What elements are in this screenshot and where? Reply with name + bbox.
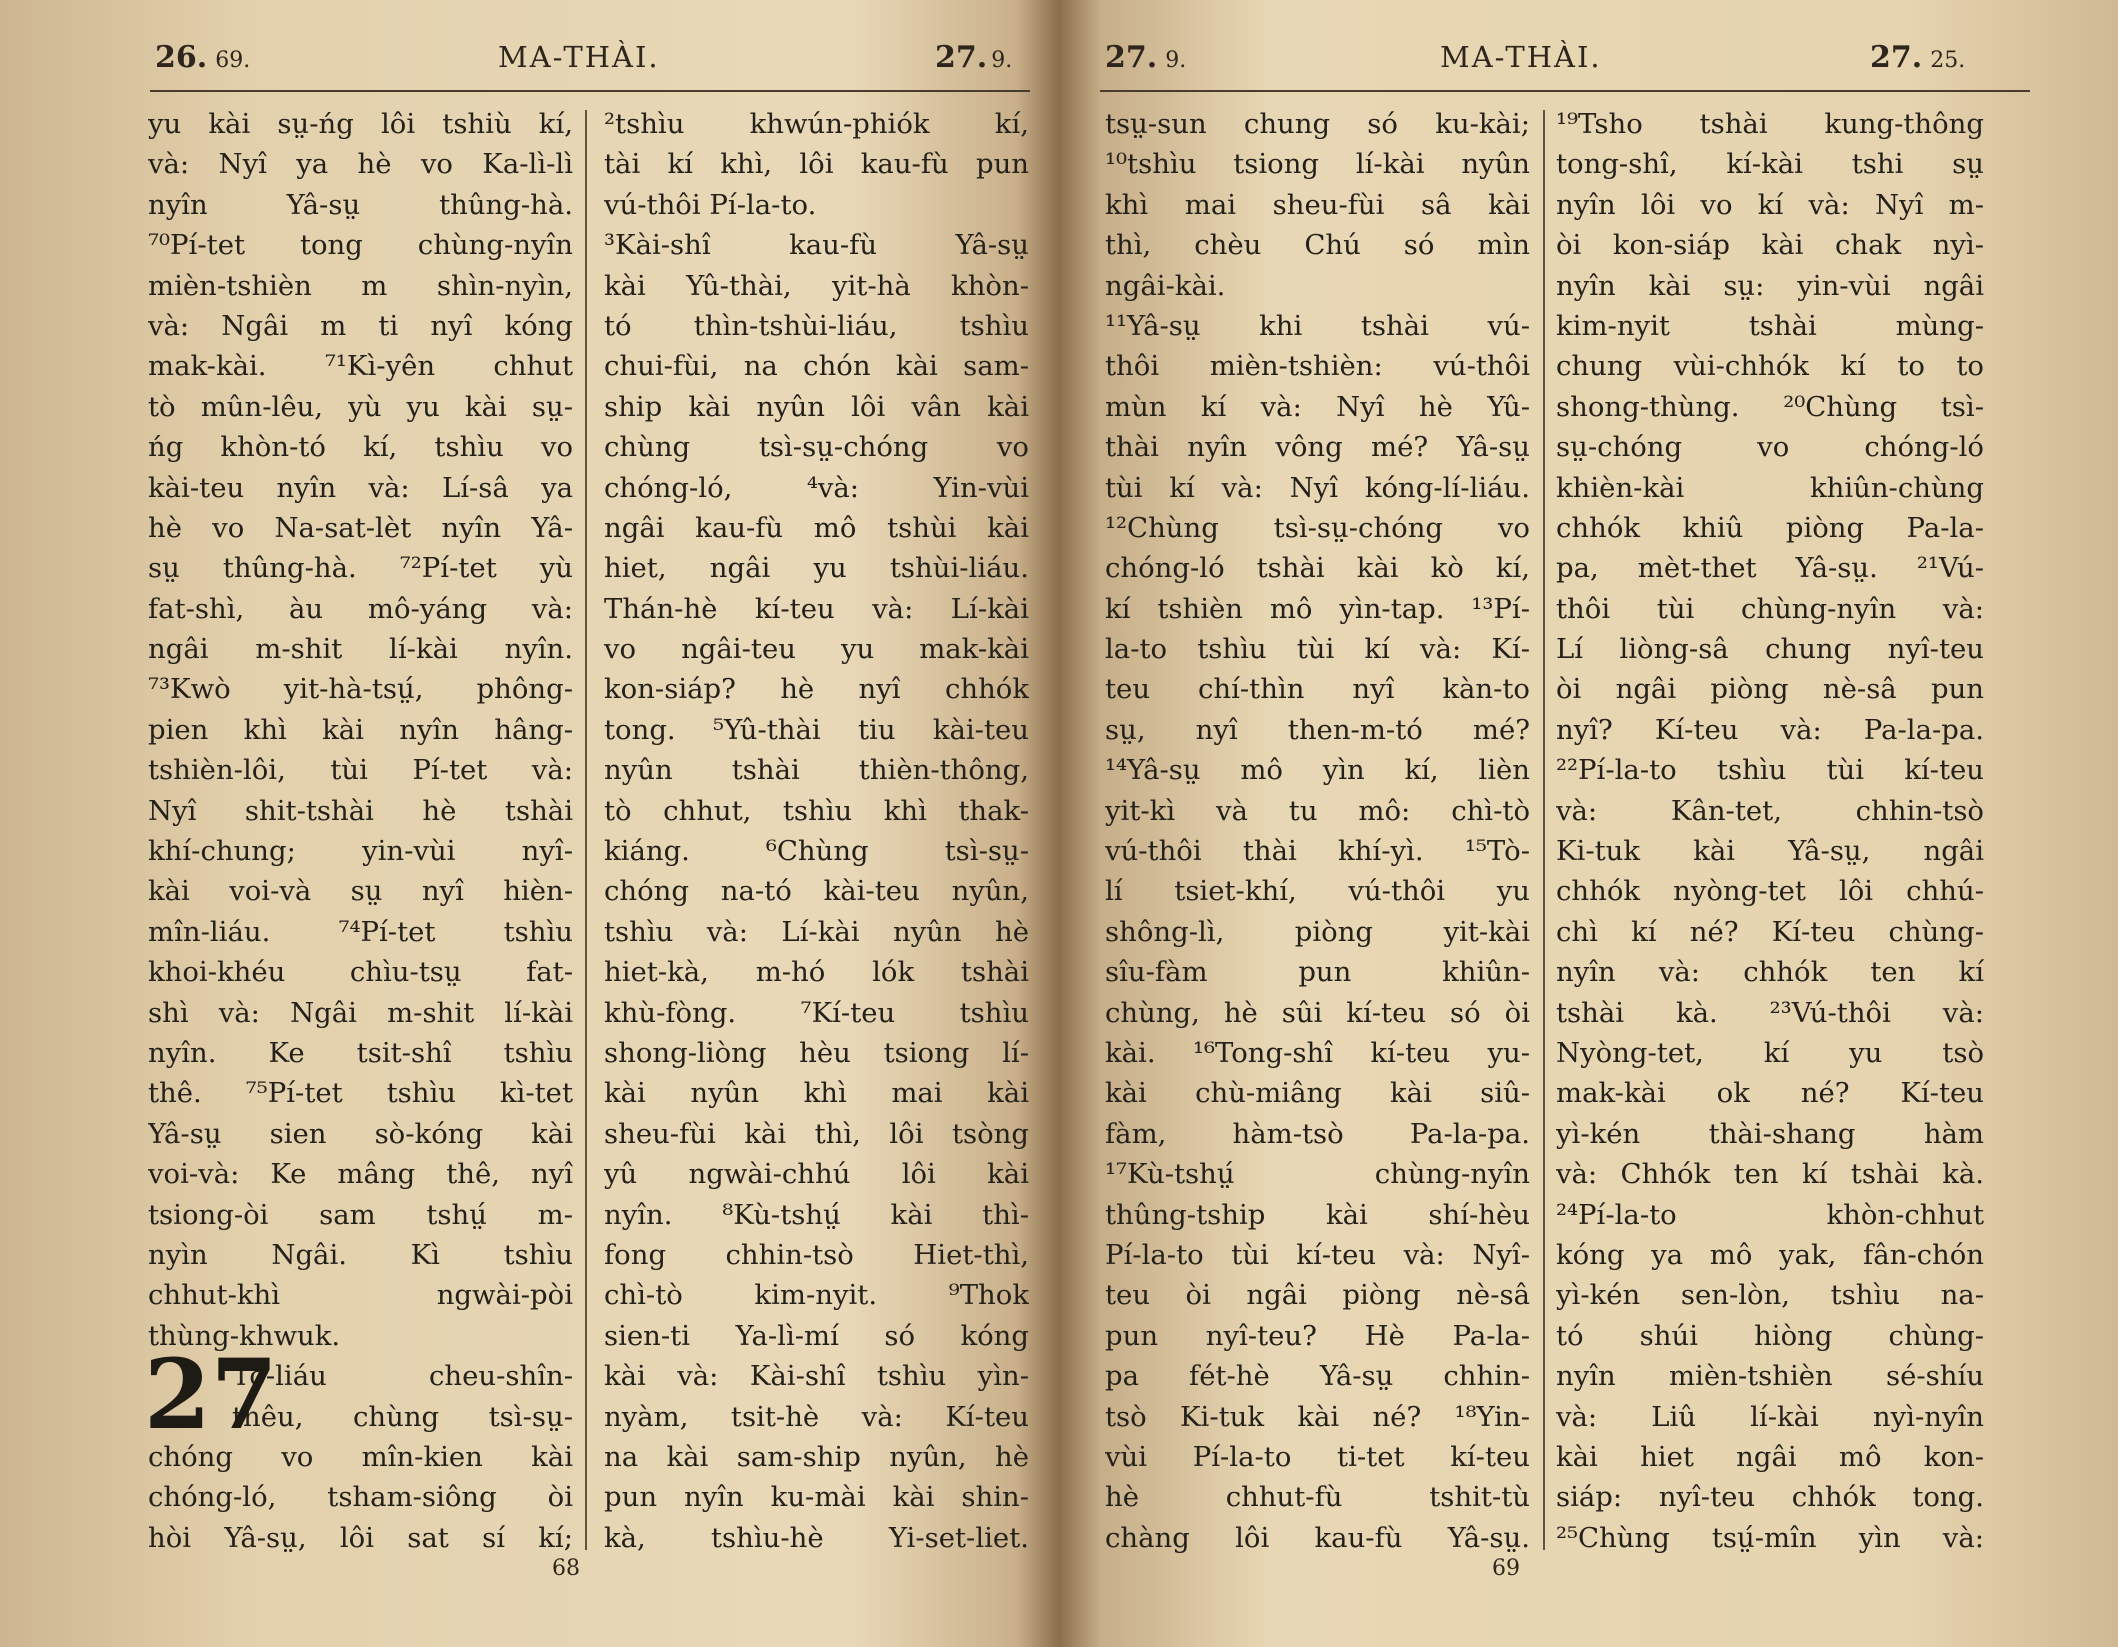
text-line: thì, chèu Chú só mìn xyxy=(1105,229,1530,262)
text-line: chùng tsì-sṳ-chóng vo xyxy=(604,431,1029,464)
text-line: tong-shî, kí-kài tshi sṳ xyxy=(1556,148,1984,181)
text-line: chì kí né? Kí-teu chùng- xyxy=(1556,915,1984,948)
text-line: chùng, hè sûi kí-teu só òi xyxy=(1105,996,1530,1029)
page-number: 68 xyxy=(552,1556,580,1581)
text-line: lí tsiet-khí, vú-thôi yu xyxy=(1105,875,1530,908)
text-line: nyàm, tsit-hè và: Kí-teu xyxy=(604,1400,1029,1433)
text-line: ²tshìu khwún-phiók kí, xyxy=(604,108,1029,140)
text-line: shì và: Ngâi m-shit lí-kài xyxy=(148,996,573,1029)
text-line: voi-và: Ke mâng thê, nyî xyxy=(148,1158,573,1191)
text-line: tài kí khì, lôi kau-fù pun xyxy=(604,148,1029,181)
text-line: tsò Ki-tuk kài né? ¹⁸Yin- xyxy=(1105,1400,1530,1433)
header-chapter-number: 26. xyxy=(155,40,208,75)
text-line: chóng vo mîn-kien kài xyxy=(148,1440,573,1473)
text-line: chung vùi-chhók kí to to xyxy=(1556,350,1984,383)
text-line: sien-ti Ya-lì-mí só kóng xyxy=(604,1319,1029,1352)
text-line: chhók nyòng-tet lôi chhú- xyxy=(1556,875,1984,908)
text-line: tshièn-lôi, tùi Pí-tet và: xyxy=(148,754,573,787)
text-line: tùi kí và: Nyî kóng-lí-liáu. xyxy=(1105,471,1530,504)
text-line: khù-fòng. ⁷Kí-teu tshìu xyxy=(604,996,1029,1029)
text-line: và: Kân-tet, chhin-tsò xyxy=(1556,794,1984,827)
page-title: MA-THÀI. xyxy=(498,40,660,74)
text-line: sheu-fùi kài thì, lôi tsòng xyxy=(604,1117,1029,1150)
text-line: kon-siáp? hè nyî chhók xyxy=(604,673,1029,706)
text-column-1 xyxy=(144,104,573,1558)
text-line: chóng na-tó kài-teu nyûn, xyxy=(604,875,1029,908)
text-line: Yâ-sṳ sien sò-kóng kài xyxy=(148,1117,573,1150)
text-line: pun nyî-teu? Hè Pa-la- xyxy=(1105,1319,1530,1352)
page-number: 69 xyxy=(1492,1556,1520,1581)
text-line: ńg khòn-tó kí, tshìu vo xyxy=(148,431,573,464)
text-line: thôi tùi chùng-nyîn và: xyxy=(1556,592,1984,625)
text-line: ⁷³Kwò yit-hà-tsṳ́, phông- xyxy=(148,673,573,706)
text-line: pun nyîn ku-mài kài shin- xyxy=(604,1481,1029,1514)
chapter-number: 27 xyxy=(144,1338,278,1452)
text-line: ³Kài-shî kau-fù Yâ-sṳ xyxy=(604,229,1029,262)
text-line: sṳ thûng-hà. ⁷²Pí-tet yù xyxy=(148,552,573,585)
text-line: yu kài sṳ-ńg lôi tshiù kí, xyxy=(148,108,573,140)
text-line: vùi Pí-la-to ti-tet kí-teu xyxy=(1105,1440,1530,1473)
text-line: kài hiet ngâi mô kon- xyxy=(1556,1440,1984,1473)
text-line: sṳ, nyî then-m-tó mé? xyxy=(1105,713,1530,746)
text-line: sṳ-chóng vo chóng-ló xyxy=(1556,431,1984,464)
text-line: chóng-ló, ⁴và: Yin-vùi xyxy=(604,471,1029,504)
header-verse-number: 25. xyxy=(1930,48,1966,73)
text-line: ¹⁹Tsho tshài kung-thông xyxy=(1556,108,1984,140)
text-line: teu òi ngâi piòng nè-sâ xyxy=(1105,1279,1530,1312)
header-chapter-verse-end xyxy=(1870,40,1965,75)
text-column-1 xyxy=(1105,104,1530,1558)
text-line: chhók khiû piòng Pa-la- xyxy=(1556,511,1984,544)
text-line: tò mûn-lêu, yù yu kài sṳ- xyxy=(148,390,573,423)
text-line: nyîn lôi vo kí và: Nyî m- xyxy=(1556,188,1984,221)
text-line: mak-kài. ⁷¹Kì-yên chhut xyxy=(148,350,573,383)
text-line: nyîn Yâ-sṳ thûng-hà. xyxy=(148,188,573,221)
text-line: kài-teu nyîn và: Lí-sâ ya xyxy=(148,471,573,504)
text-line: tó shúi hiòng chùng- xyxy=(1556,1319,1984,1352)
text-line: Pí-la-to tùi kí-teu và: Nyî- xyxy=(1105,1238,1530,1271)
text-line: kài voi-và sṳ nyî hièn- xyxy=(148,875,573,908)
text-line: thêu, chùng tsì-sṳ- xyxy=(232,1400,573,1433)
text-line: mùn kí và: Nyî hè Yû- xyxy=(1105,390,1530,423)
text-line: kài và: Kài-shî tshìu yìn- xyxy=(604,1360,1029,1393)
text-line: khì mai sheu-fùi sâ kài xyxy=(1105,188,1530,221)
text-line: ngâi-kài. xyxy=(1105,269,1226,302)
text-line: yì-kén thài-shang hàm xyxy=(1556,1117,1984,1150)
text-line: pien khì kài nyîn hâng- xyxy=(148,713,573,746)
text-line: kà, tshìu-hè Yi-set-liet. xyxy=(604,1521,1029,1554)
text-line: nyî? Kí-teu và: Pa-la-pa. xyxy=(1556,713,1984,746)
text-line: Nyî shit-tshài hè tshài xyxy=(148,794,573,827)
text-line: và: Ngâi m ti nyî kóng xyxy=(148,309,573,342)
running-head-left xyxy=(0,40,1050,80)
text-line: kim-nyit tshài mùng- xyxy=(1556,309,1984,342)
text-line: yit-kì và tu mô: chì-tò xyxy=(1105,794,1530,827)
text-line: vú-thôi Pí-la-to. xyxy=(604,188,817,221)
text-line: và: Chhók ten kí tshài kà. xyxy=(1556,1158,1984,1191)
text-line: Thán-hè kí-teu và: Lí-kài xyxy=(604,592,1029,625)
text-line: ²⁵Chùng tsṳ́-mîn yìn và: xyxy=(1556,1521,1984,1554)
text-line: ²²Pí-la-to tshìu tùi kí-teu xyxy=(1556,754,1984,787)
text-line: nyîn. Ke tsit-shî tshìu xyxy=(148,1036,573,1069)
text-line: Nyòng-tet, kí yu tsò xyxy=(1556,1036,1984,1069)
text-line: kí tshièn mô yìn-tap. ¹³Pí- xyxy=(1105,592,1530,625)
text-line: và: Nyî ya hè vo Ka-lì-lì xyxy=(148,148,573,181)
text-line: tsṳ-sun chung só ku-kài; xyxy=(1105,108,1530,140)
header-verse-number: 9. xyxy=(991,48,1013,73)
right-page xyxy=(1050,0,2118,1647)
text-line: ngâi kau-fù mô tshùi kài xyxy=(604,511,1029,544)
header-rule xyxy=(1100,90,2030,92)
text-line: fat-shì, àu mô-yáng và: xyxy=(148,592,573,625)
text-line: na kài sam-ship nyûn, hè xyxy=(604,1440,1029,1473)
text-line: ¹⁰tshìu tsiong lí-kài nyûn xyxy=(1105,148,1530,181)
chapter-start xyxy=(144,1338,573,1558)
text-line: thài nyîn vông mé? Yâ-sṳ xyxy=(1105,431,1530,464)
left-page xyxy=(0,0,1050,1647)
running-head-right xyxy=(1050,40,2118,80)
text-line: kài Yû-thài, yit-hà khòn- xyxy=(604,269,1029,302)
text-line: ¹¹Yâ-sṳ khi tshài vú- xyxy=(1105,309,1530,342)
text-line: hè chhut-fù tshit-tù xyxy=(1105,1481,1530,1514)
text-line: tò chhut, tshìu khì thak- xyxy=(604,794,1029,827)
text-line: kiáng. ⁶Chùng tsì-sṳ- xyxy=(604,835,1029,868)
text-line: chóng-ló, tsham-siông òi xyxy=(148,1481,573,1514)
text-line: nyîn mièn-tshièn sé-shíu xyxy=(1556,1360,1984,1393)
text-line: shong-thùng. ²⁰Chùng tsì- xyxy=(1556,390,1984,423)
text-line: nyûn tshài thièn-thông, xyxy=(604,754,1029,787)
text-line: tsiong-òi sam tshṳ́ m- xyxy=(148,1198,573,1231)
text-line: kài nyûn khì mai kài xyxy=(604,1077,1029,1110)
text-line: ²⁴Pí-la-to khòn-chhut xyxy=(1556,1198,1984,1231)
text-line: fong chhin-tsò Hiet-thì, xyxy=(604,1238,1029,1271)
text-line: shong-liòng hèu tsiong lí- xyxy=(604,1036,1029,1069)
text-line: ngâi m-shit lí-kài nyîn. xyxy=(148,633,573,666)
text-line: pa, mèt-thet Yâ-sṳ. ²¹Vú- xyxy=(1556,552,1984,585)
text-line: Tò-liáu cheu-shîn- xyxy=(232,1360,573,1393)
text-line: chì-tò kim-nyit. ⁹Thok xyxy=(604,1279,1029,1312)
text-line: ¹²Chùng tsì-sṳ-chóng vo xyxy=(1105,511,1530,544)
page-title: MA-THÀI. xyxy=(1440,40,1602,74)
header-rule xyxy=(150,90,1030,92)
text-line: òi kon-siáp kài chak nyì- xyxy=(1556,229,1984,262)
text-line: chóng-ló tshài kài kò kí, xyxy=(1105,552,1530,585)
text-line: Ki-tuk kài Yâ-sṳ, ngâi xyxy=(1556,835,1984,868)
text-line: hòi Yâ-sṳ, lôi sat sí kí; xyxy=(148,1521,573,1554)
text-line: chàng lôi kau-fù Yâ-sṳ. xyxy=(1105,1521,1530,1554)
text-line: sîu-fàm pun khiûn- xyxy=(1105,956,1530,989)
text-line: tshài kà. ²³Vú-thôi và: xyxy=(1556,996,1984,1029)
text-line: la-to tshìu tùi kí và: Kí- xyxy=(1105,633,1530,666)
text-line: yì-kén sen-lòn, tshìu na- xyxy=(1556,1279,1984,1312)
text-line: khièn-kài khiûn-chùng xyxy=(1556,471,1984,504)
text-line: thûng-tship kài shí-hèu xyxy=(1105,1198,1530,1231)
text-line: và: Liû lí-kài nyì-nyîn xyxy=(1556,1400,1984,1433)
text-line: ⁷⁰Pí-tet tong chùng-nyîn xyxy=(148,229,573,262)
text-line: ship kài nyûn lôi vân kài xyxy=(604,390,1029,423)
text-line: nyìn Ngâi. Kì tshìu xyxy=(148,1238,573,1271)
text-line: pa fét-hè Yâ-sṳ chhin- xyxy=(1105,1360,1530,1393)
text-line: shông-lì, piòng yit-kài xyxy=(1105,915,1530,948)
text-line: siáp: nyî-teu chhók tong. xyxy=(1556,1481,1984,1514)
header-chapter-number: 27. xyxy=(1105,40,1158,75)
text-line: yû ngwài-chhú lôi kài xyxy=(604,1158,1029,1191)
text-line: thôi mièn-tshièn: vú-thôi xyxy=(1105,350,1530,383)
text-line: òi ngâi piòng nè-sâ pun xyxy=(1556,673,1984,706)
text-line: tó thìn-tshùi-liáu, tshìu xyxy=(604,309,1029,342)
column-divider xyxy=(1543,110,1545,1550)
text-line: ¹⁴Yâ-sṳ mô yìn kí, lièn xyxy=(1105,754,1530,787)
text-column-2 xyxy=(1556,104,1984,1558)
text-line: mîn-liáu. ⁷⁴Pí-tet tshìu xyxy=(148,915,573,948)
text-line: thê. ⁷⁵Pí-tet tshìu kì-tet xyxy=(148,1077,573,1110)
text-column-2 xyxy=(604,104,1029,1558)
text-line: vo ngâi-teu yu mak-kài xyxy=(604,633,1029,666)
text-line: tshìu và: Lí-kài nyûn hè xyxy=(604,915,1029,948)
text-line: kài chù-miâng kài siû- xyxy=(1105,1077,1530,1110)
text-line: chhut-khì ngwài-pòi xyxy=(148,1279,573,1312)
text-line: Lí liòng-sâ chung nyî-teu xyxy=(1556,633,1984,666)
header-verse-number: 69. xyxy=(215,48,251,73)
text-line: chui-fùi, na chón kài sam- xyxy=(604,350,1029,383)
text-line: nyîn kài sṳ: yin-vùi ngâi xyxy=(1556,269,1984,302)
text-line: teu chí-thìn nyî kàn-to xyxy=(1105,673,1530,706)
text-line: ¹⁷Kù-tshṳ́ chùng-nyîn xyxy=(1105,1158,1530,1191)
text-line: hè vo Na-sat-lèt nyîn Yâ- xyxy=(148,511,573,544)
text-line: nyîn và: chhók ten kí xyxy=(1556,956,1984,989)
header-chapter-number: 27. xyxy=(1870,40,1923,75)
text-line: tong. ⁵Yû-thài tiu kài-teu xyxy=(604,713,1029,746)
text-line: kóng ya mô yak, fân-chón xyxy=(1556,1238,1984,1271)
text-line: khoi-khéu chìu-tsṳ fat- xyxy=(148,956,573,989)
header-chapter-verse-start xyxy=(155,40,250,75)
header-chapter-verse-start xyxy=(1105,40,1186,75)
text-line: thùng-khwuk. xyxy=(148,1319,341,1352)
header-chapter-verse-end xyxy=(935,40,1012,75)
text-line: nyîn. ⁸Kù-tshṳ́ kài thì- xyxy=(604,1198,1029,1231)
text-line: khí-chung; yin-vùi nyî- xyxy=(148,835,573,868)
text-line: vú-thôi thài khí-yì. ¹⁵Tò- xyxy=(1105,835,1530,868)
text-line: kài. ¹⁶Tong-shî kí-teu yu- xyxy=(1105,1036,1530,1069)
text-line: mak-kài ok né? Kí-teu xyxy=(1556,1077,1984,1110)
header-chapter-number: 27. xyxy=(935,40,988,75)
text-line: mièn-tshièn m shìn-nyìn, xyxy=(148,269,573,302)
column-divider xyxy=(585,110,587,1550)
header-verse-number: 9. xyxy=(1165,48,1187,73)
text-line: hiet-kà, m-hó lók tshài xyxy=(604,956,1029,989)
text-line: hiet, ngâi yu tshùi-liáu. xyxy=(604,552,1029,585)
text-line: fàm, hàm-tsò Pa-la-pa. xyxy=(1105,1117,1530,1150)
